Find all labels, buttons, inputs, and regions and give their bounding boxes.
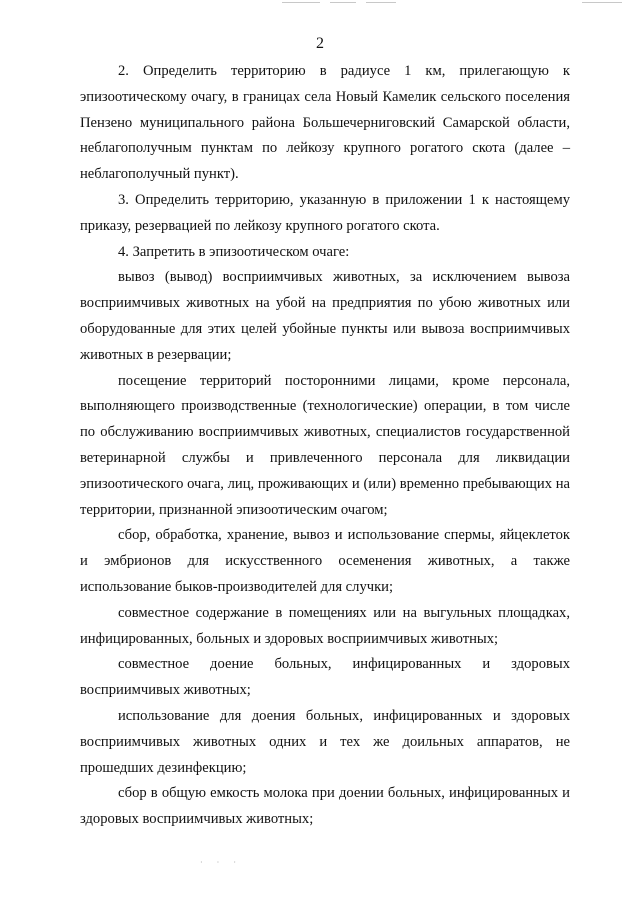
scan-artifact-line	[582, 2, 622, 3]
prohibition-shared-equipment: использование для доения больных, инфицированных и здоровых восприимчивых животных одних и тех же доильных аппаратов, не прошедших дезинфекцию;	[80, 707, 570, 776]
scan-artifact-specks: · · ·	[200, 858, 242, 867]
document-body	[80, 59, 570, 833]
prohibition-joint-milking: совместное доение больных, инфицированных и здоровых восприимчивых животных;	[80, 656, 570, 699]
scan-artifact-line	[330, 2, 356, 3]
scan-artifact-line	[282, 2, 320, 3]
prohibition-common-milk-container: сбор в общую емкость молока при доении больных, инфицированных и здоровых восприимчивых животных;	[80, 785, 570, 828]
scan-artifact-line	[366, 2, 396, 3]
prohibition-joint-keeping: совместное содержание в помещениях или на выгульных площадках, инфицированных, больных и здоровых восприимчивых животных;	[80, 604, 570, 647]
prohibition-export: вывоз (вывод) восприимчивых животных, за исключением вывоза восприимчивых животных на убой на предприятия по убою животных или оборудованные для этих целей убойные пункты или вывоза восприимчивых животных в резервации;	[80, 269, 570, 363]
paragraph-item-2: 2. Определить территорию в радиусе 1 км, прилегающую к эпизоотическому очагу, в границах села Новый Камелик сельского поселения Пензено муниципального района Большечерниговский Самарской области, неблагополучным пунктам по лейкозу крупного рогатого скота (далее – неблагополучный пункт).	[80, 63, 570, 183]
page-number: 2	[316, 35, 324, 52]
paragraph-item-3: 3. Определить территорию, указанную в приложении 1 к настоящему приказу, резервацией по лейкозу крупного рогатого скота.	[80, 191, 570, 234]
paragraph-item-4: 4. Запретить в эпизоотическом очаге:	[118, 243, 350, 260]
prohibition-visiting: посещение территорий посторонними лицами, кроме персонала, выполняющего производственные (технологические) операции, в том числе по обслуживанию восприимчивых животных, специалистов государственной ветеринарной службы и привлеченного персонала для ликвидации эпизоотического очага, лиц, проживающих и (или) временно пребывающих на территории, признанной эпизоотическим очагом;	[80, 372, 570, 518]
prohibition-semen-collection: сбор, обработка, хранение, вывоз и использование спермы, яйцеклеток и эмбрионов для искусственного осеменения животных, а также использование быков-производителей для случки;	[80, 527, 570, 595]
